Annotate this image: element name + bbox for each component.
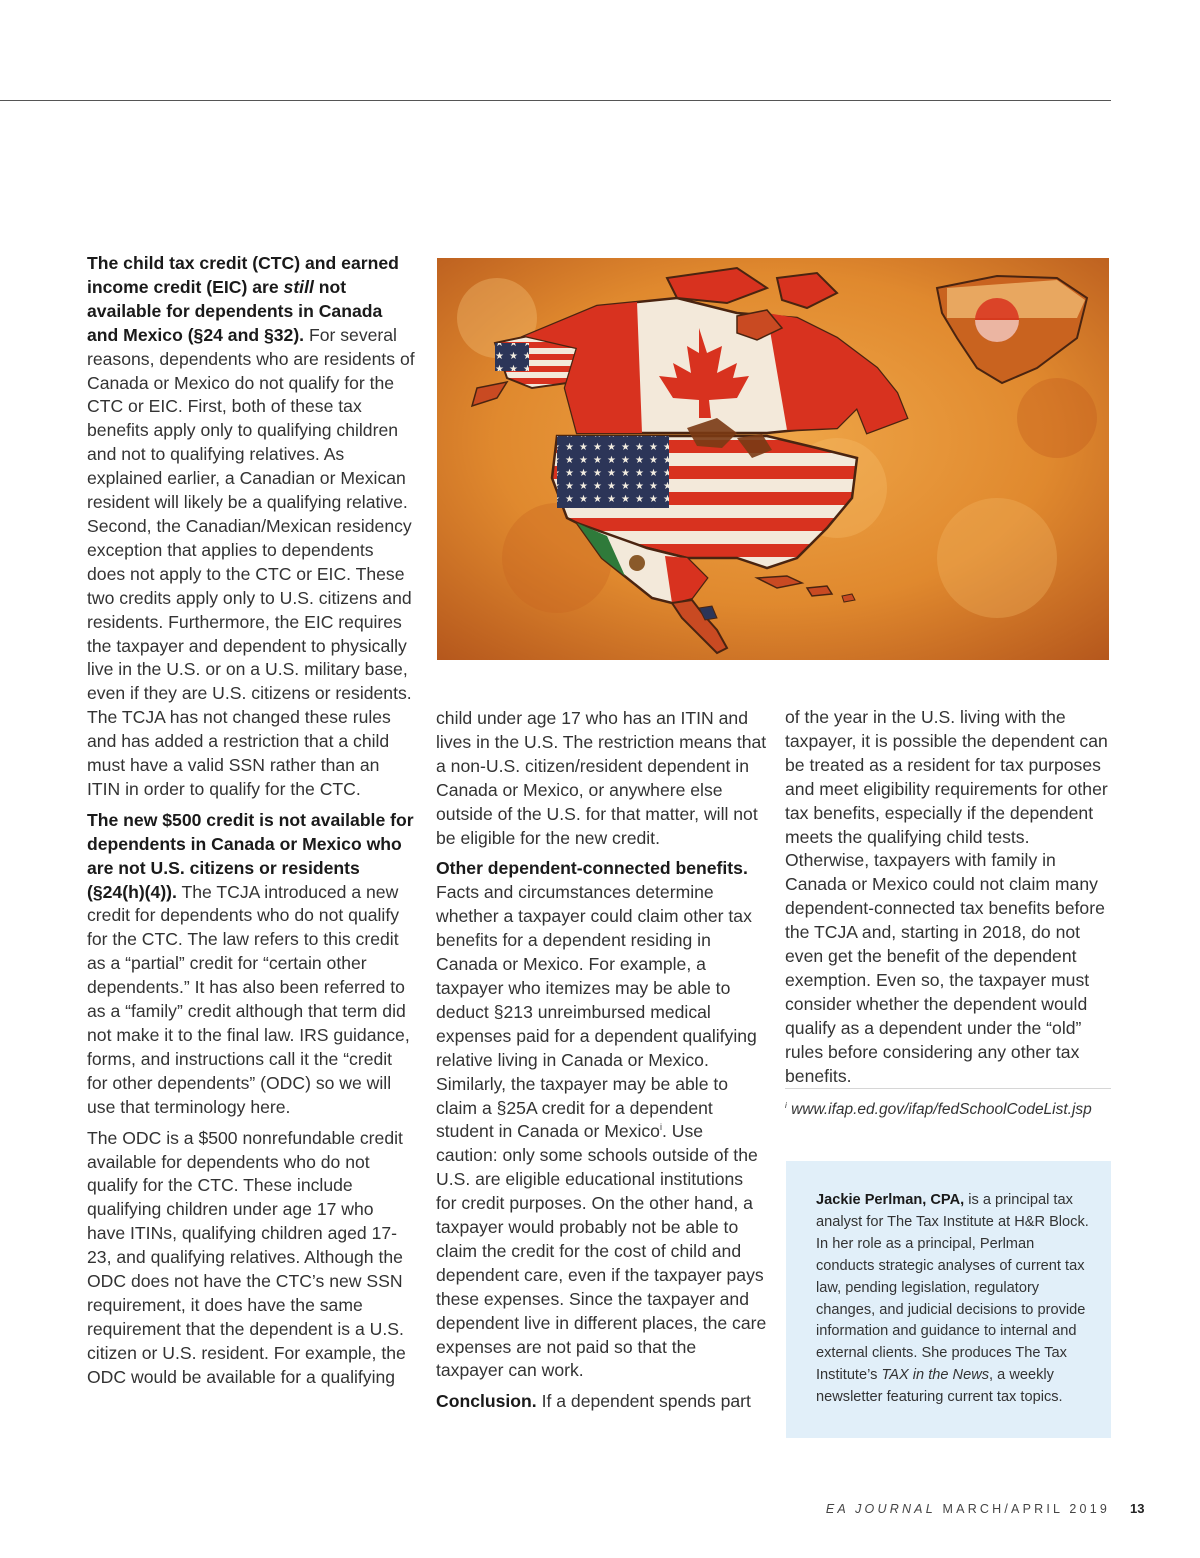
paragraph-ctc-eic: The child tax credit (CTC) and earned income credit (EIC) are still not available for dependents in Canada and Mexico (§24 and §32). For several reasons, dependents who are residents of Canada or Mexico do not qualify for the CTC or EIC. First, both of these tax benefits apply only to qualifying children and not to qualifying relatives. As explained earlier, a Canadian or Mexican resident will likely be a qualifying relative. Second, the Canadian/Mexican residency exception that applies to dependents does not apply to the CTC or EIC. These two credits apply only to U.S. citizens and residents. Furthermore, the EIC requires the taxpayer and dependent to physically live in the U.S. or on a U.S. military base, even if they are U.S. citizens or residents. The TCJA has not changed these rules and has added a restriction that a child must have a valid SSN rather than an ITIN in order to qualify for the CTC. bbox=[87, 253, 415, 799]
subheading-new-credit: The new $500 credit is not available for dependents in Canada or Mexico who are not U.S. citizens or residents (§24(h)(4)). bbox=[87, 809, 414, 902]
article-column-2 bbox=[436, 707, 768, 1421]
footnote-marker-label: i bbox=[785, 1100, 787, 1110]
page-footer bbox=[826, 1502, 1110, 1516]
paragraph-itin-restriction: child under age 17 who has an ITIN and lives in the U.S. The restriction means that a non-U.S. citizen/resident dependent in Canada or Mexico, or anywhere else outside of the U.S. for that matter, will not be eligible for the new credit. bbox=[436, 708, 767, 848]
author-bio: Jackie Perlman, CPA, is a principal tax analyst for The Tax Institute at H&R Block. In her role as a principal, Perlman conducts strategic analyses of current tax law, pending legislation, regulatory changes, and judicial decisions to provide information and guidance to internal and external clients. She produces The Tax Institute’s TAX in the News, a weekly newsletter featuring current tax topics. bbox=[816, 1192, 1089, 1406]
header-rule bbox=[0, 100, 1111, 101]
footnote bbox=[785, 1101, 1115, 1119]
article-column-3 bbox=[785, 706, 1111, 1096]
paragraph-other-benefits: Other dependent-connected benefits. Facts and circumstances determine whether a taxpayer could claim other tax benefits for a dependent residing in Canada or Mexico. For example, a taxpayer who itemizes may be able to deduct §213 unreimbursed medical expenses paid for a dependent qualifying relative living in Canada or Mexico. Similarly, the taxpayer may be able to claim a §25A credit for a dependent student in Canada or Mexico$^i$. Use caution: only some schools outside of the U.S. are eligible educational institutions for credit purposes. On the other hand, a taxpayer would probably not be able to claim the credit for the cost of child and dependent care, even if the taxpayer pays these expenses. Since the taxpayer and dependent live in different places, the care expenses are not paid so that the taxpayer can work. bbox=[436, 858, 767, 1381]
author-name: Jackie Perlman, CPA, bbox=[816, 1192, 965, 1208]
footnote-url: www.ifap.ed.gov/ifap/fedSchoolCodeList.jsp bbox=[791, 1101, 1092, 1118]
paragraph-new-credit: The new $500 credit is not available for dependents in Canada or Mexico who are not U.S. citizens or residents (§24(h)(4)). The TCJA introduced a new credit for dependents who do not qualify for the CTC. The law refers to this credit as a “partial” credit for “certain other dependents.” It has also been referred to as a “family” credit although that term did not make it to the final law. IRS guidance, forms, and instructions call it the “credit for other dependents” (ODC) so we will use that terminology here. bbox=[87, 809, 414, 1117]
article-column-1 bbox=[87, 252, 415, 1397]
subheading-ctc-eic: The child tax credit (CTC) and earned income credit (EIC) are still not available for dependents in Canada and Mexico (§24 and §32). bbox=[87, 253, 399, 345]
issue-date: MARCH/APRIL 2019 bbox=[942, 1502, 1110, 1516]
paragraph-odc: The ODC is a $500 nonrefundable credit available for dependents who do not qualify for the CTC. These include qualifying children under age 17 who have ITINs, qualifying children aged 17-23, and qualifying relatives. Although the ODC does not have the CTC’s new SSN requirement, it does have the same requirement that the dependent is a U.S. citizen or U.S. resident. For example, the ODC would be available for a qualifying bbox=[87, 1127, 406, 1387]
footnote-divider bbox=[785, 1088, 1111, 1089]
subheading-other-benefits: Other dependent-connected benefits. bbox=[436, 858, 748, 879]
subheading-conclusion: Conclusion. bbox=[436, 1391, 537, 1412]
paragraph-conclusion: Conclusion. If a dependent spends part bbox=[436, 1391, 751, 1412]
north-america-flag-map-image bbox=[437, 258, 1109, 660]
page-number: 13 bbox=[1130, 1501, 1145, 1516]
newsletter-title: TAX in the News bbox=[881, 1367, 990, 1384]
paragraph-conclusion-continued: of the year in the U.S. living with the taxpayer, it is possible the dependent can be treated as a resident for tax purposes and meet eligibility requirements for other tax benefits, especially if the dependent meets the qualifying child tests. Otherwise, taxpayers with family in Canada or Mexico could not claim many dependent-connected tax benefits before the TCJA and, starting in 2018, do not even get the benefit of the dependent exemption. Even so, the taxpayer must consider whether the dependent would qualify as a dependent under the “old” rules before considering any other tax benefits. bbox=[785, 707, 1108, 1086]
footnote-marker: i bbox=[659, 1122, 662, 1133]
journal-name: EA JOURNAL bbox=[825, 1502, 936, 1516]
